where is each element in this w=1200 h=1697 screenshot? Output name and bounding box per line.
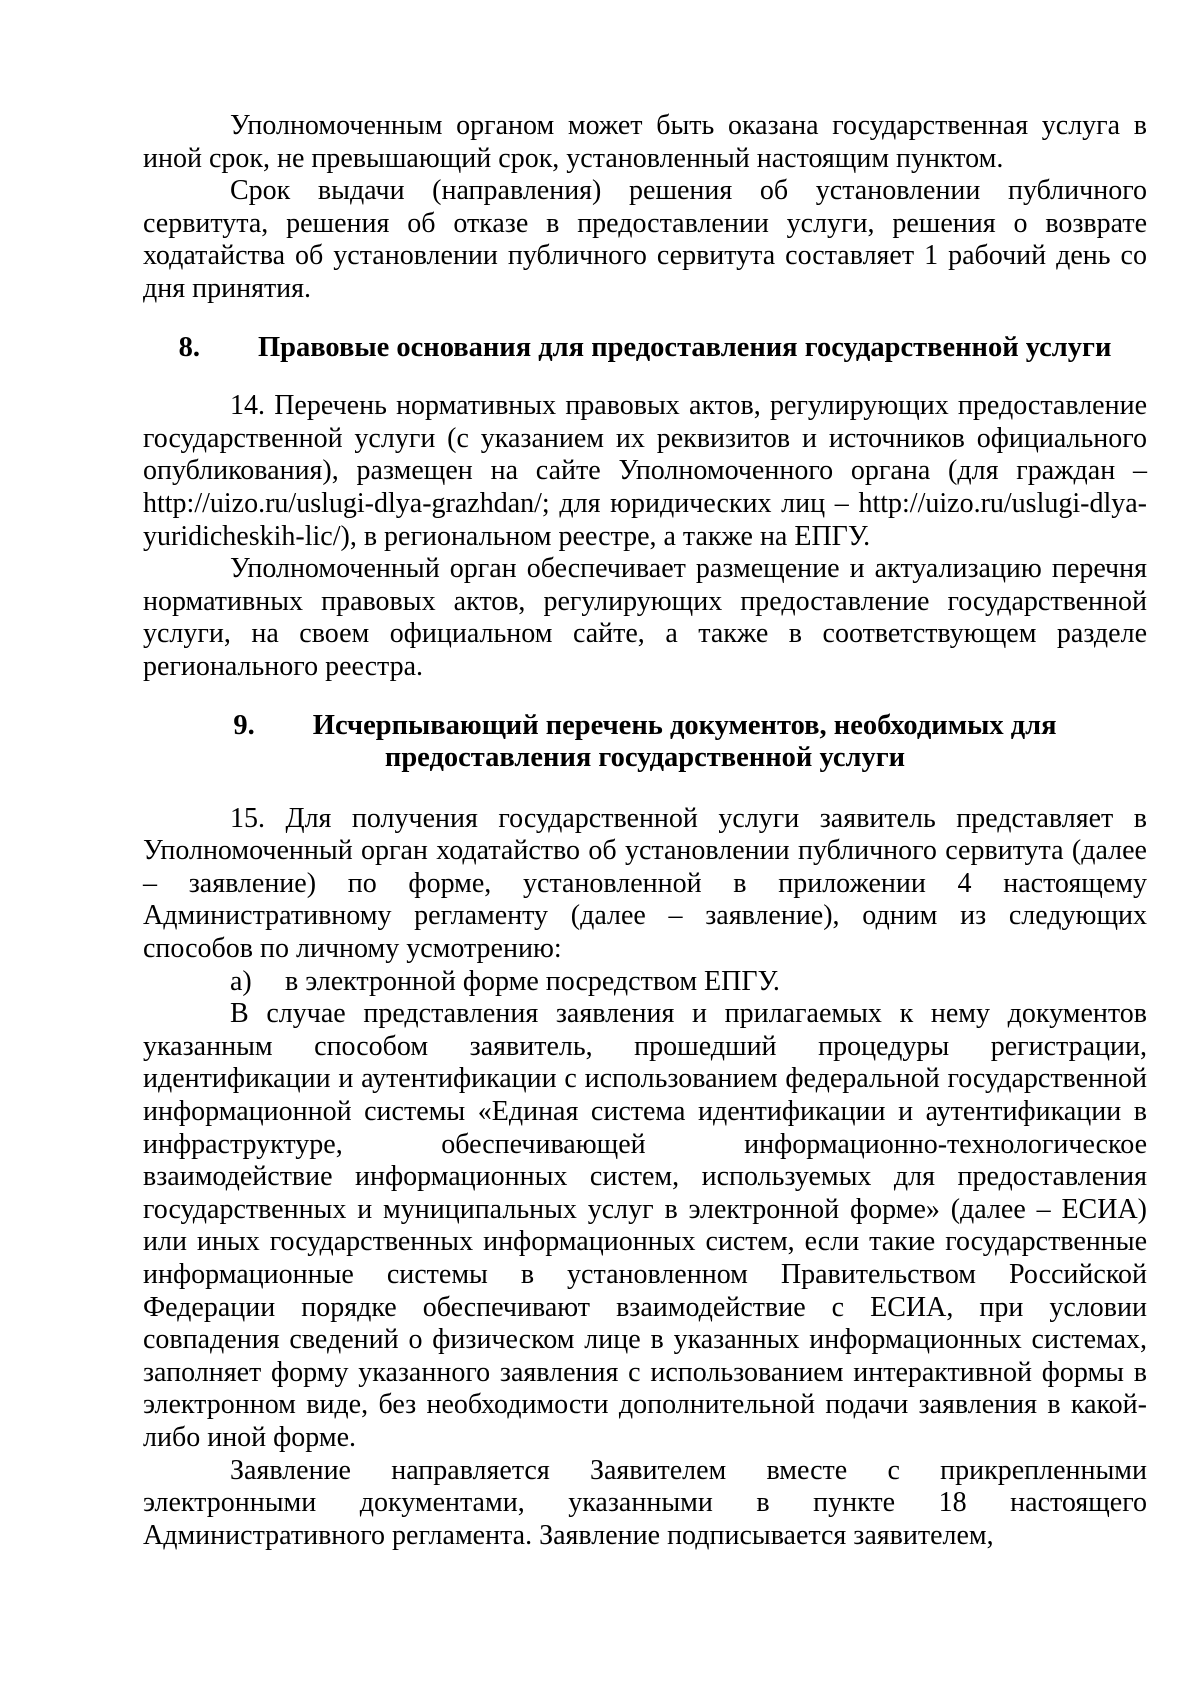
paragraph-acts-placement: Уполномоченный орган обеспечивает размещение и актуализацию перечня нормативных правовых актов, регулирующих предоставление государственной услуги, на своем официальном сайте, а также в соответствующем разделе регионального реестра. (143, 553, 1147, 682)
section-8-title: Правовые основания для предоставления государственной услуги (257, 331, 1112, 363)
section-9-title-line-2: предоставления государственной услуги (384, 742, 906, 774)
section-8-heading (143, 332, 1147, 365)
section-9-heading (143, 710, 1147, 775)
document-page (143, 110, 1147, 1552)
paragraph-issue-term: Срок выдачи (направления) решения об установлении публичного сервитута, решения об отказе в предоставлении услуги, решения о возврате ходатайства об установлении публичного сервитута составляет 1 рабочий день со дня принятия. (143, 175, 1147, 304)
section-8-number: 8. (178, 331, 200, 363)
paragraph-esia-case: В случае представления заявления и прилагаемых к нему документов указанным способом заявитель, прошедший процедуры регистрации, идентификации и аутентификации с использованием федеральной государственной информационной системы «Единая система идентификации и аутентификации в инфраструктуре, обеспечивающей информационно-технологическое взаимодействие информационных систем, используемых для предоставления государственных и муниципальных услуг в электронной форме» (далее – ЕСИА) или иных государственных информационных систем, если такие государственные информационные системы в установленном Правительством Российской Федерации порядке обеспечивают взаимодействие с ЕСИА, при условии совпадения сведений о физическом лице в указанных информационных системах, заполняет форму указанного заявления с использованием интерактивной формы в электронном виде, без необходимости дополнительной подачи заявления в какой-либо иной форме. (143, 998, 1147, 1453)
paragraph-15: 15. Для получения государственной услуги заявитель представляет в Уполномоченный орган ходатайство об установлении публичного сервитута (далее – заявление) по форме, установленной в приложении 4 настоящему Административному регламенту (далее – заявление), одним из следующих способов по личному усмотрению: (143, 802, 1147, 965)
list-item-a-text: в электронной форме посредством ЕПГУ. (285, 965, 780, 997)
list-item-a (143, 966, 1147, 999)
paragraph-application-sent: Заявление направляется Заявителем вместе с прикрепленными электронными документами, указанными в пункте 18 настоящего Административного регламента. Заявление подписывается заявителем, (143, 1454, 1147, 1551)
paragraph-alternative-term: Уполномоченным органом может быть оказана государственная услуга в иной срок, не превышающий срок, установленный настоящим пунктом. (143, 110, 1147, 174)
section-9-number: 9. (233, 709, 255, 741)
paragraph-14: 14. Перечень нормативных правовых актов, регулирующих предоставление государственной услуги (с указанием их реквизитов и источников официального опубликования), размещен на сайте Уполномоченного органа (для граждан – http://uizo.ru/uslugi-dlya-grazhdan/; для юридических лиц – http://uizo.ru/uslugi-dlya-yuridicheskih-lic/), в региональном реестре, а также на ЕПГУ. (143, 390, 1147, 552)
section-9-heading-line-1 (143, 710, 1147, 743)
list-item-a-marker: а) (230, 965, 252, 997)
section-9-title-line-1: Исчерпывающий перечень документов, необходимых для (312, 709, 1057, 741)
